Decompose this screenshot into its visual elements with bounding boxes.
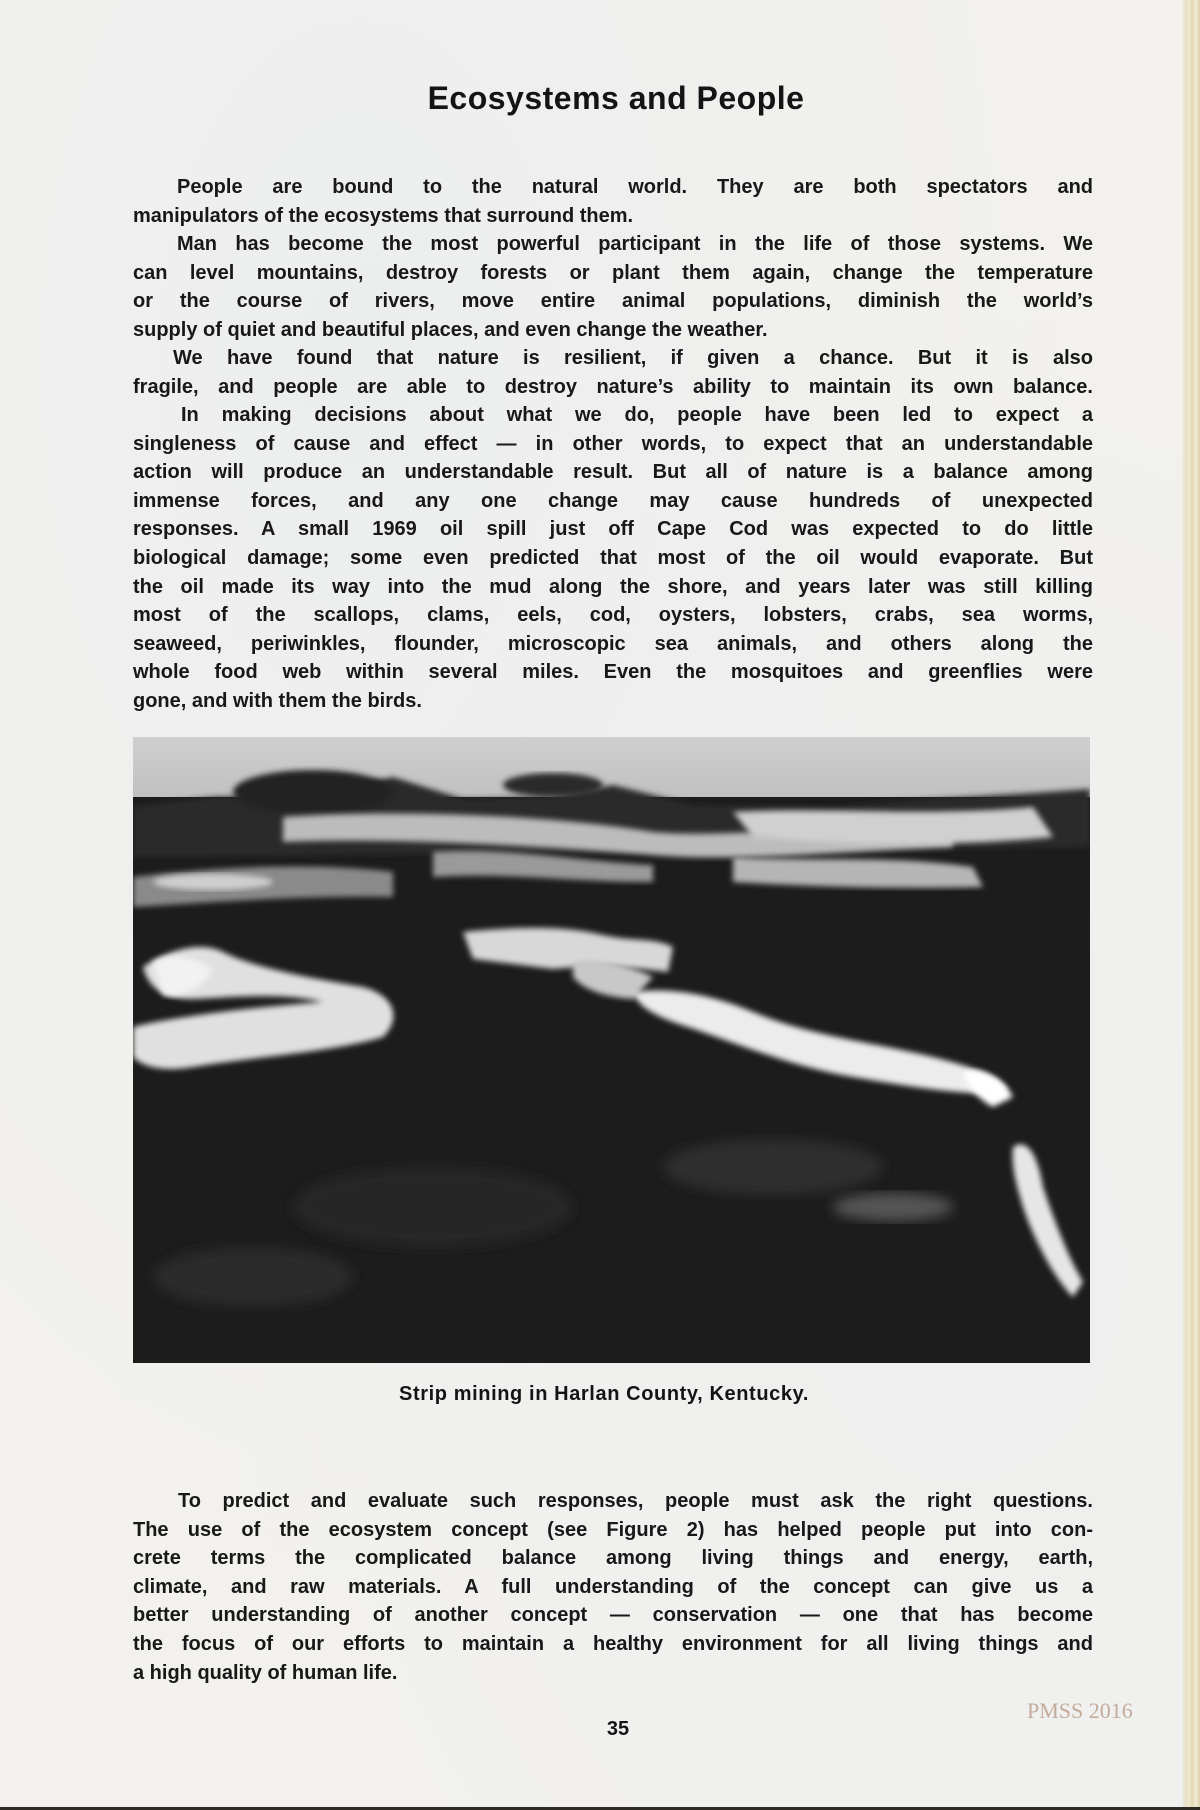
page-title: Ecosystems and People: [427, 80, 805, 116]
landscape-photo-image: [133, 737, 1090, 1363]
text-line: singleness of cause and effect — in other words, to expect that an understandable: [133, 432, 1093, 455]
text-line: can level mountains, destroy forests or plant them again, change the temperature: [133, 261, 1093, 284]
paragraph-1: [133, 173, 1093, 230]
page-number: 35: [606, 1718, 630, 1740]
paragraph-2: [133, 230, 1093, 344]
text-line: In making decisions about what we do, people have been led to expect a: [181, 404, 1093, 426]
paragraph-4: [133, 401, 1093, 716]
text-line: the focus of our efforts to maintain a healthy environment for all living things and: [133, 1632, 1093, 1655]
text-line: The use of the ecosystem concept (see Figure 2) has helped people put into con-: [133, 1518, 1093, 1541]
text-line: supply of quiet and beautiful places, and even change the weather.: [133, 318, 768, 341]
text-line: a high quality of human life.: [133, 1661, 398, 1684]
text-line: crete terms the complicated balance among living things and energy, earth,: [133, 1547, 1093, 1570]
text-line: Man has become the most powerful participant in the life of those systems. We: [177, 233, 1093, 255]
text-line: immense forces, and any one change may cause hundreds of unexpected: [133, 489, 1093, 512]
paragraph-3: [133, 344, 1093, 401]
text-line: biological damage; some even predicted that most of the oil would evaporate. But: [133, 546, 1093, 569]
text-line: To predict and evaluate such responses, people must ask the right questions.: [178, 1490, 1093, 1512]
text-line: We have found that nature is resilient, if given a chance. But it is also: [173, 347, 1093, 369]
text-line: climate, and raw materials. A full understanding of the concept can give us a: [133, 1575, 1093, 1598]
text-line: gone, and with them the birds.: [133, 689, 422, 712]
watermark: PMSS 2016: [1027, 1698, 1133, 1723]
text-line: seaweed, periwinkles, flounder, microscopic sea animals, and others along the: [133, 632, 1093, 655]
text-line: manipulators of the ecosystems that surround them.: [133, 204, 634, 227]
text-line: responses. A small 1969 oil spill just off Cape Cod was expected to do little: [133, 518, 1093, 541]
text-line: or the course of rivers, move entire animal populations, diminish the world’s: [133, 290, 1093, 313]
paragraph-5: [133, 1487, 1093, 1687]
text-line: better understanding of another concept — conservation — one that has become: [133, 1604, 1093, 1627]
text-line: fragile, and people are able to destroy nature’s ability to maintain its own balance.: [133, 375, 1093, 398]
text-line: action will produce an understandable result. But all of nature is a balance among: [133, 461, 1093, 484]
text-line: the oil made its way into the mud along the shore, and years later was still killing: [133, 575, 1093, 598]
text-line: People are bound to the natural world. They are both spectators and: [177, 176, 1093, 198]
page-edge: [1182, 0, 1200, 1810]
text-line: most of the scallops, clams, eels, cod, oysters, lobsters, crabs, sea worms,: [133, 604, 1093, 627]
figure-caption: Strip mining in Harlan County, Kentucky.: [399, 1383, 809, 1405]
text-line: whole food web within several miles. Even the mosquitoes and greenflies were: [133, 661, 1093, 684]
strip-mining-photo: [133, 737, 1090, 1363]
